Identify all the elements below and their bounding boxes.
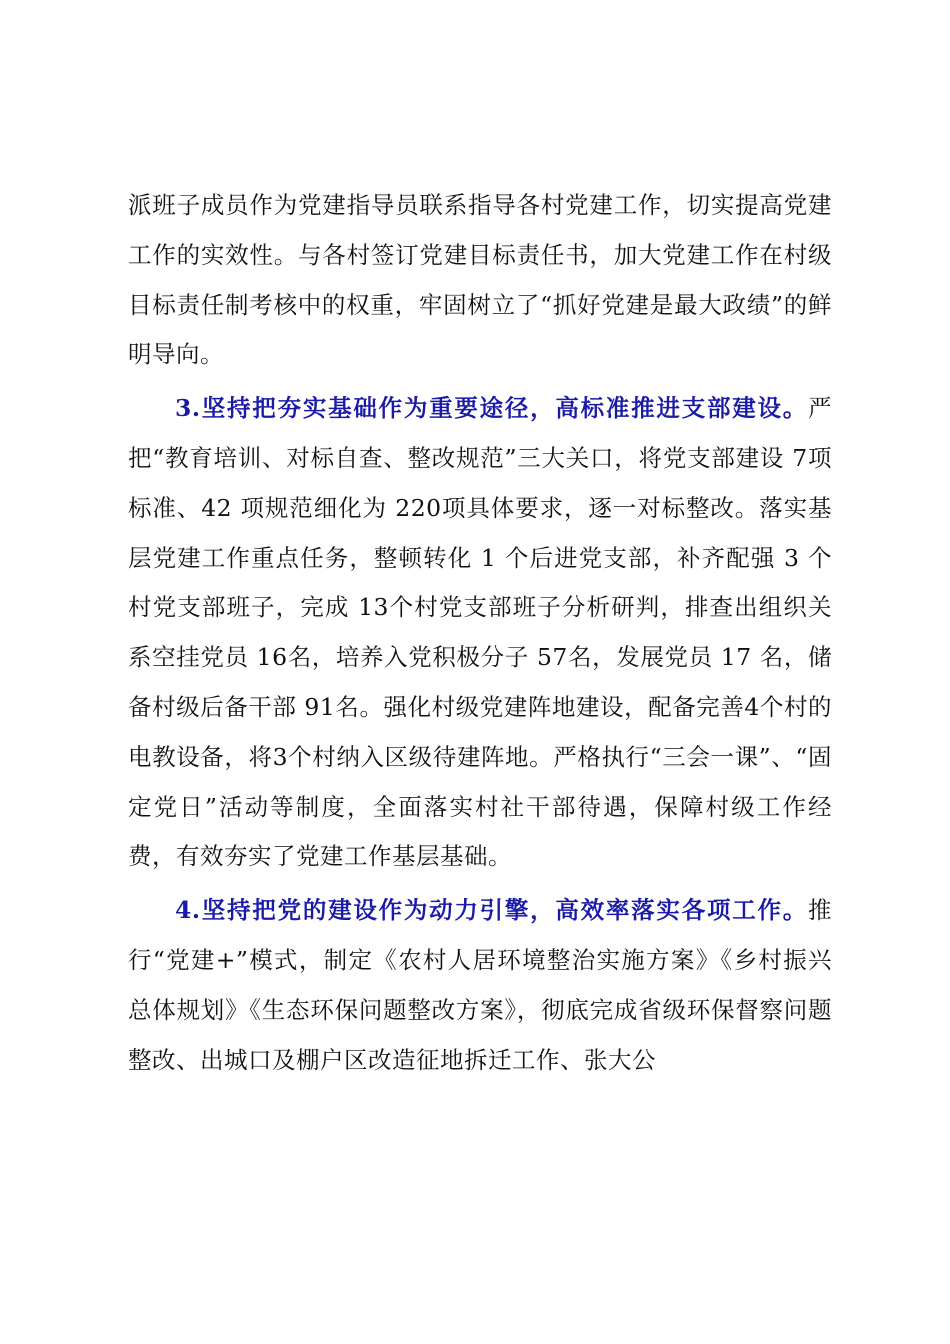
paragraph-text: 推行“党建+”模式，制定《农村人居环境整治实施方案》《乡村振兴总体规划》《生态环保问题整改方案》，彻底完成省级环保督察问题整改、出城口及棚户区改造征地拆迁工作、张大公 (128, 896, 832, 1074)
paragraph-section-4 (128, 886, 832, 1085)
section-heading: 3.坚持把夯实基础作为重要途径，高标准推进支部建设。 (175, 394, 808, 423)
paragraph-continuation (128, 181, 832, 380)
paragraph-text: 派班子成员作为党建指导员联系指导各村党建工作，切实提高党建工作的实效性。与各村签订党建目标责任书，加大党建工作在村级目标责任制考核中的权重，牢固树立了“抓好党建是最大政绩”的鲜明导向。 (128, 191, 832, 369)
paragraph-section-3 (128, 384, 832, 882)
document-page (128, 181, 832, 1085)
section-heading: 4.坚持把党的建设作为动力引擎，高效率落实各项工作。 (175, 896, 808, 925)
paragraph-text: 严把“教育培训、对标自查、整改规范”三大关口，将党支部建设 7项标准、42 项规范细化为 220项具体要求，逐一对标整改。落实基层党建工作重点任务，整顿转化 1 个后进党支部，补齐配强 3 个村党支部班子，完成 13个村党支部班子分析研判，排查出组织关系空挂党员 16名，培养入党积极分子 57名，发展党员 17 名，储备村级后备干部 91名。强化村级党建阵地建设，配备完善4个村的电教设备，将3个村纳入区级待建阵地。严格执行“三会一课”、“固定党日”活动等制度，全面落实村社干部待遇，保障村级工作经费，有效夯实了党建工作基层基础。 (128, 394, 832, 871)
